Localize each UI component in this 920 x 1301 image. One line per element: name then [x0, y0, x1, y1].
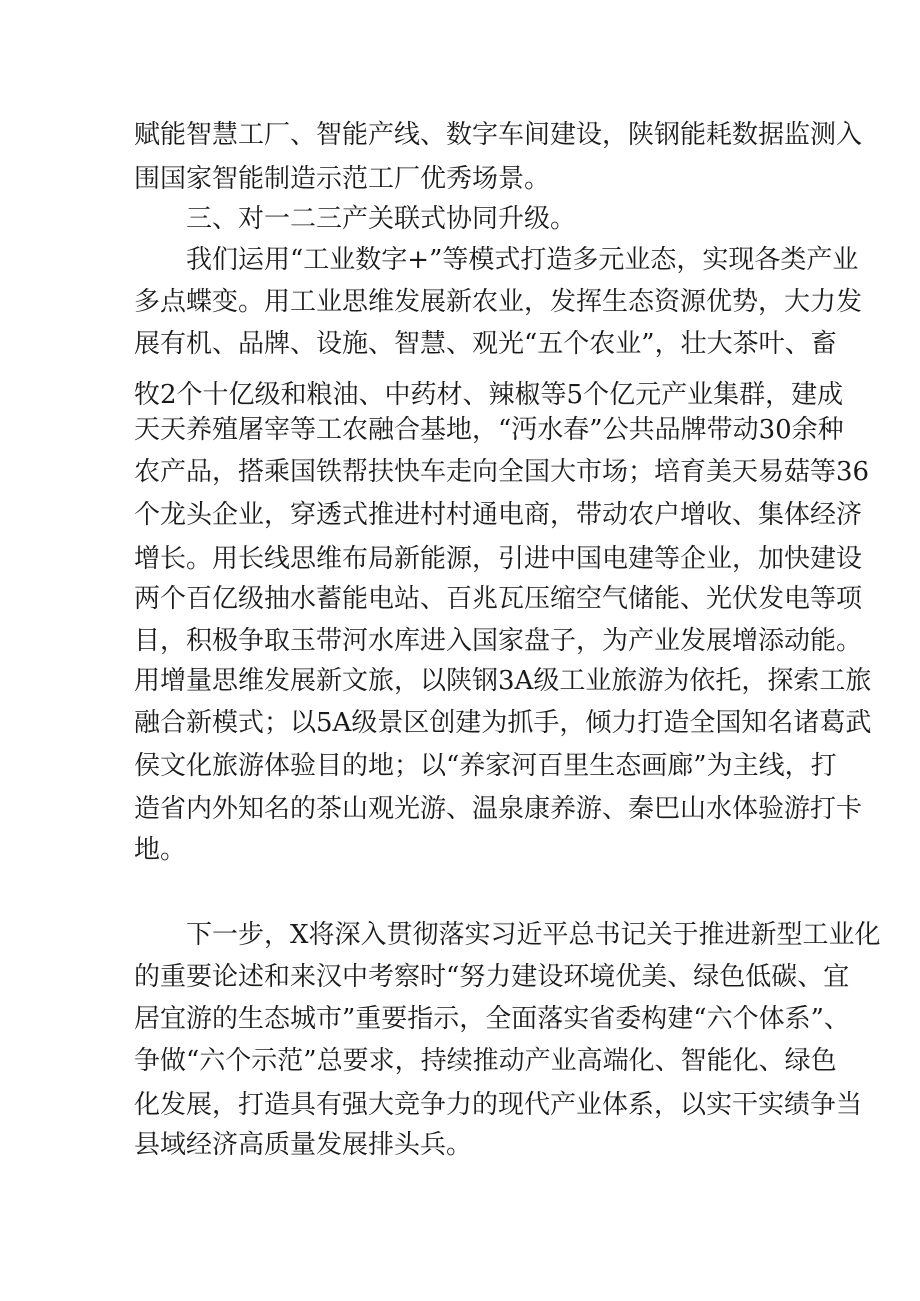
paragraph-line: 增长。用长线思维布局新能源，引进中国电建等企业，加快建设: [134, 544, 863, 574]
paragraph-line: 用增量思维发展新文旅，以陕钢3A级工业旅游为依托，探索工旅: [134, 666, 872, 696]
paragraph-line: 造省内外知名的茶山观光游、温泉康养游、秦巴山水体验游打卡: [134, 794, 863, 824]
paragraph-line: 两个百亿级抽水蓄能电站、百兆瓦压缩空气储能、光伏发电等项: [134, 584, 863, 614]
paragraph-line: 展有机、品牌、设施、智慧、观光“五个农业”，壮大茶叶、畜: [134, 329, 837, 359]
paragraph-line: 居宜游的生态城市”重要指示，全面落实省委构建“六个体系”、: [134, 1004, 850, 1034]
paragraph-line: 围国家智能制造示范工厂优秀场景。: [134, 164, 551, 194]
paragraph-line: 侯文化旅游体验目的地；以“养家河百里生态画廊”为主线，打: [134, 751, 837, 781]
paragraph-line: 化发展，打造具有强大竞争力的现代产业体系，以实干实绩争当: [134, 1090, 863, 1120]
paragraph-line: 多点蝶变。用工业思维发展新农业，发挥生态资源优势，大力发: [134, 287, 863, 317]
paragraph-line: 目，积极争取玉带河水库进入国家盘子，为产业发展增添动能。: [134, 626, 863, 656]
paragraph-line: 的重要论述和来汉中考察时“努力建设环境优美、绿色低碳、宜: [134, 962, 850, 992]
paragraph-line: 县域经济高质量发展排头兵。: [134, 1130, 473, 1160]
paragraph-line: 赋能智慧工厂、智能产线、数字车间建设，陕钢能耗数据监测入: [134, 120, 863, 150]
paragraph-line: 农产品，搭乘国铁帮扶快车走向全国大市场；培育美天易菇等36: [134, 457, 870, 487]
paragraph-line: 牧2个十亿级和粮油、中药材、辣椒等5个亿元产业集群，建成: [134, 380, 844, 410]
paragraph-line: 我们运用“工业数字+”等模式打造多元业态，实现各类产业: [186, 245, 859, 275]
paragraph-line: 天天养殖屠宰等工农融合基地，“沔水春”公共品牌带动30余种: [134, 415, 844, 445]
paragraph-line: 下一步，X将深入贯彻落实习近平总书记关于推进新型工业化: [186, 920, 881, 950]
paragraph-line: 争做“六个示范”总要求，持续推动产业高端化、智能化、绿色: [134, 1046, 837, 1076]
paragraph-line: 融合新模式；以5A级景区创建为抓手，倾力打造全国知名诸葛武: [134, 708, 872, 738]
section-heading: 三、对一二三产关联式协同升级。: [186, 204, 577, 234]
paragraph-line: 个龙头企业，穿透式推进村村通电商，带动农户增收、集体经济: [134, 500, 863, 530]
paragraph-line: 地。: [134, 835, 187, 865]
